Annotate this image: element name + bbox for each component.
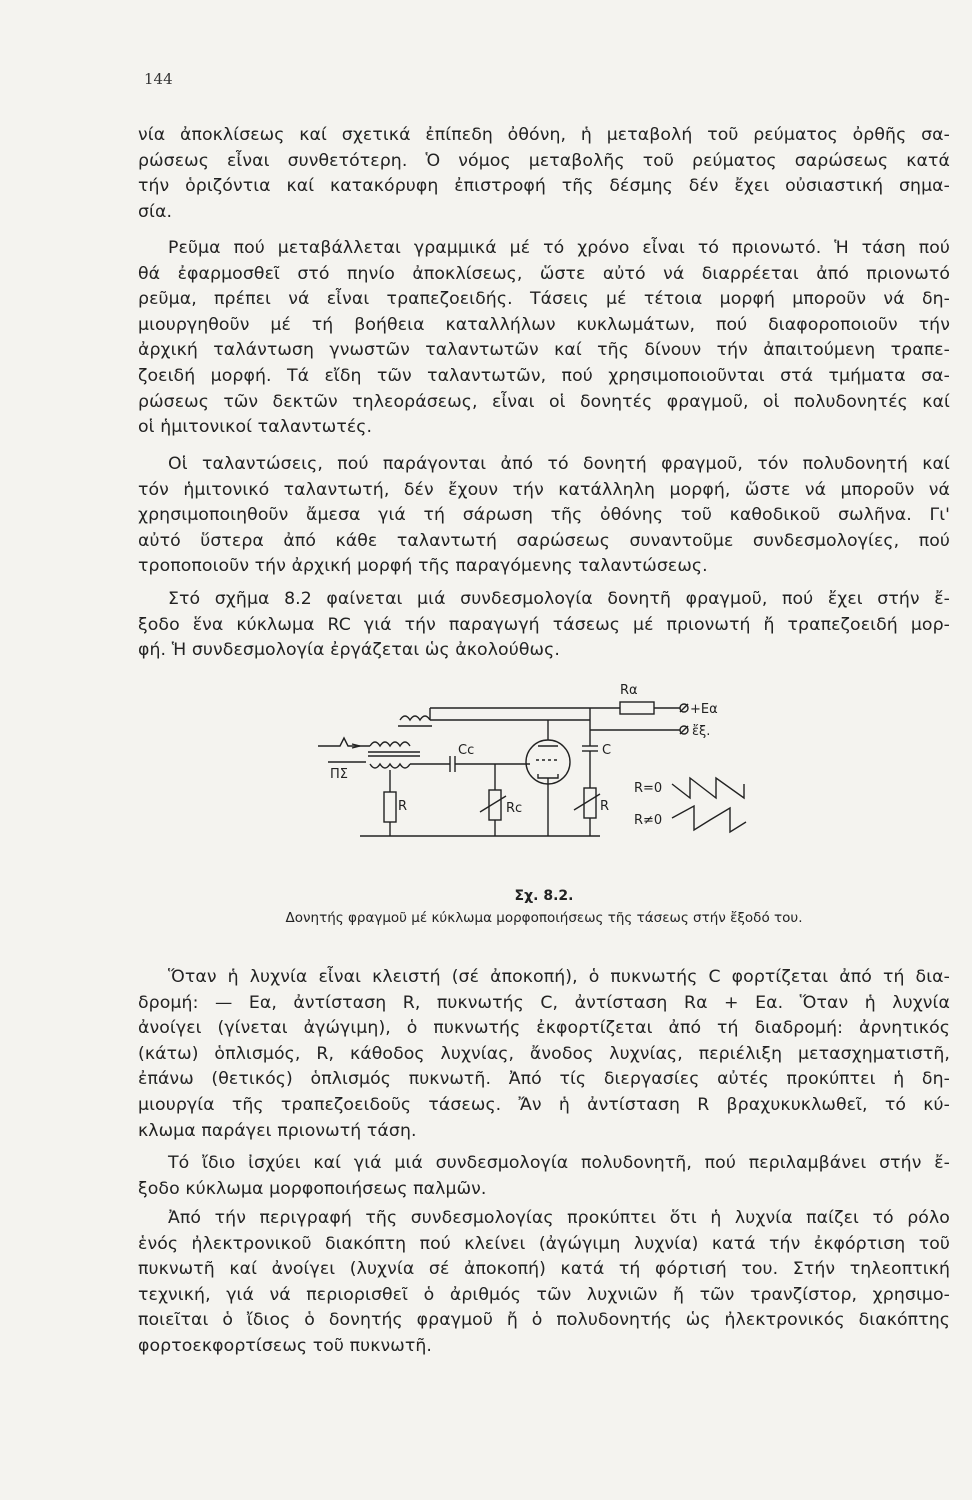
paragraph-2	[138, 236, 950, 441]
text-line: μιουργηθοῦν μέ τή βοήθεια καταλλήλων κυκλωμάτων, πού διαφοροποιοῦν τήν	[138, 314, 950, 335]
text-line: ἑνός ἠλεκτρονικοῦ διακόπτη πού κλείνει (ἀγώγιμη λυχνία) κατά τήν ἐκφόρτιση τοῦ	[138, 1233, 950, 1254]
label-cc: Cc	[458, 743, 475, 758]
text-line: ἐπάνω (θετικός) ὁπλισμός πυκνωτῆ. Ἀπό τίς διεργασίες αὐτές προκύπτει ἡ δη-	[138, 1069, 950, 1090]
text-line: Ρεῦμα πού μεταβάλλεται γραμμικά μέ τό χρόνο εἶναι τό πριονωτό. Ἡ τάση πού	[168, 238, 950, 258]
text-line: οἱ ἡμιτονικοί ταλαντωτές.	[138, 417, 373, 438]
text-line: ξοδο ἕνα κύκλωμα RC γιά τήν παραγωγή τάσεως μέ πριονωτή ἤ τραπεζοειδή μορ-	[138, 614, 950, 635]
label-r2: R	[600, 799, 610, 814]
label-r1: R	[398, 799, 408, 814]
text-line: ἀρχική ταλάντωση γνωστῶν ταλαντωτῶν καί τῆς δίνουν τήν ἀπαιτούμενη τραπε-	[138, 340, 950, 361]
page-number: 144	[144, 70, 173, 88]
text-line: ρώσεως εἶναι συνθετότερη. Ὁ νόμος μεταβολῆς τοῦ ρεύματος σαρώσεως κατά	[138, 150, 950, 171]
paragraph-1	[138, 123, 950, 225]
sawtooth-waveform	[672, 778, 744, 798]
text-line: μιουργία τῆς τραπεζοειδοῦς τάσεως. Ἄν ἡ ἀντίσταση R βραχυκυκλωθεῖ, τό κύ-	[138, 1094, 950, 1115]
text-line: Ἀπό τήν περιγραφή τῆς συνδεσμολογίας προκύπτει ὅτι ἡ λυχνία παίζει τό ρόλο	[168, 1208, 950, 1228]
text-line: τήν ὁριζόντια καί κατακόρυφη ἐπιστροφή τῆς δέσμης δέν ἔχει οὐσιαστική σημα-	[138, 176, 950, 197]
figure-caption-text: Δονητής φραγμοῦ μέ κύκλωμα μορφοποιήσεως τῆς τάσεως στήν ἔξοδό του.	[285, 910, 803, 926]
paragraph-3	[138, 452, 950, 580]
tube-cathode	[538, 774, 558, 778]
text-line: Οἱ ταλαντώσεις, πού παράγονται ἀπό τό δονητή φραγμοῦ, τόν πολυδονητή καί	[168, 454, 950, 474]
text-line: ποιεῖται ὁ ἴδιος ὁ δονητής φραγμοῦ ἤ ὁ πολυδονητής ὡς ἠλεκτρονικός διακόπτης	[138, 1310, 950, 1331]
paragraph-4	[138, 587, 950, 664]
label-r0: R=0	[634, 781, 663, 796]
text-line: ζοειδή μορφή. Τά εἴδη τῶν ταλαντωτῶν, πού χρησιμοποιοῦνται στά τμήματα σα-	[138, 365, 950, 386]
circuit-figure	[300, 680, 780, 860]
label-c: C	[602, 743, 612, 758]
text-line: αὐτό ὕστερα ἀπό κάθε ταλαντωτή σαρώσεως συναντοῦμε συνδεσμολογίες, πού	[138, 530, 950, 551]
text-line: πυκνωτῆ καί ἀνοίγει (λυχνία σέ ἀποκοπή) κατά τή φόρτισή του. Στήν τηλεοπτική	[138, 1259, 950, 1280]
figure-caption-title: Σχ. 8.2.	[514, 888, 574, 904]
text-line: ρώσεως τῶν δεκτῶν τηλεοράσεως, εἶναι οἱ δονητές φραγμοῦ, οἱ πολυδονητές καί	[138, 391, 950, 412]
resistor-r-grid	[384, 792, 396, 822]
text-line: Στό σχῆμα 8.2 φαίνεται μιά συνδεσμολογία δονητῆ φραγμοῦ, πού ἔχει στήν ἔ-	[168, 589, 950, 609]
label-ex: ἔξ.	[692, 724, 711, 739]
transformer-secondary	[370, 764, 410, 768]
label-rc: Rc	[506, 801, 523, 816]
circuit-diagram	[300, 680, 780, 860]
label-plus-ea: +Eα	[690, 702, 718, 717]
text-line: ξοδο κύκλωμα μορφοποιήσεως παλμῶν.	[138, 1178, 487, 1199]
trapezoid-waveform	[672, 806, 746, 832]
paragraph-5	[138, 965, 950, 1144]
text-line: δρομή: — Eα, ἀντίσταση R, πυκνωτής C, ἀντίσταση Rα + Eα. Ὅταν ἡ λυχνία	[138, 992, 950, 1013]
text-line: τόν ἡμιτονικό ταλαντωτή, δέν ἔχουν τήν κατάλληλη μορφή, ὥστε νά μποροῦν νά	[138, 479, 950, 500]
input-pulse-wire	[318, 738, 370, 746]
paragraph-6	[138, 1151, 950, 1202]
text-line: κλωμα παράγει πριονωτή τάση.	[138, 1120, 417, 1141]
resistor-ra	[620, 702, 654, 714]
transformer-primary	[370, 742, 410, 746]
paragraph-7	[138, 1206, 950, 1360]
text-line: ρεῦμα, πρέπει νά εἶναι τραπεζοειδής. Τάσεις μέ τέτοια μορφή μποροῦν νά δη-	[138, 289, 950, 310]
text-line: νία ἀποκλίσεως καί σχετικά ἐπίπεδη ὀθόνη, ἡ μεταβολή τοῦ ρεύματος ὀρθῆς σα-	[138, 125, 950, 145]
text-line: θά ἐφαρμοσθεῖ στό πηνίο ἀποκλίσεως, ὥστε αὐτό νά διαρρέεται ἀπό πριονωτό	[138, 263, 950, 284]
text-line: φή. Ἡ συνδεσμολογία ἐργάζεται ὡς ἀκολούθως.	[138, 640, 560, 661]
text-line: Ὅταν ἡ λυχνία εἶναι κλειστή (σέ ἀποκοπή), ὁ πυκνωτής C φορτίζεται ἀπό τή δια-	[168, 967, 950, 987]
text-line: σία.	[138, 201, 173, 222]
label-ps: ΠΣ	[330, 767, 348, 782]
label-rn0: R≠0	[634, 813, 663, 828]
resistor-rc-arrow	[480, 796, 506, 812]
text-line: χρησιμοποιηθοῦν ἄμεσα γιά τή σάρωση τῆς ὀθόνης τοῦ καθοδικοῦ σωλῆνα. Γι'	[138, 505, 950, 526]
text-line: τεχνική, γιά νά περιορισθεῖ ὁ ἀριθμός τῶν λυχνιῶν ἤ τῶν τρανζίστορ, χρησιμο-	[138, 1284, 950, 1305]
text-line: Τό ἴδιο ἰσχύει καί γιά μιά συνδεσμολογία πολυδονητῆ, πού περιλαμβάνει στήν ἔ-	[168, 1153, 950, 1173]
text-line: (κάτω) ὁπλισμός, R, κάθοδος λυχνίας, ἄνοδος λυχνίας, περιέλιξη μετασχηματιστῆ,	[138, 1043, 950, 1064]
text-line: φορτοεκφορτίσεως τοῦ πυκνωτῆ.	[138, 1335, 432, 1356]
label-ra: Rα	[620, 683, 638, 698]
text-line: τροποποιοῦν τήν ἀρχική μορφή τῆς παραγόμενης ταλαντώσεως.	[138, 556, 708, 577]
text-line: ἀνοίγει (γίνεται ἀγώγιμη), ὁ πυκνωτής ἐκφορτίζεται ἀπό τή διαδρομή: ἀρνητικός	[138, 1018, 950, 1039]
transformer-feedback-winding	[400, 716, 430, 720]
